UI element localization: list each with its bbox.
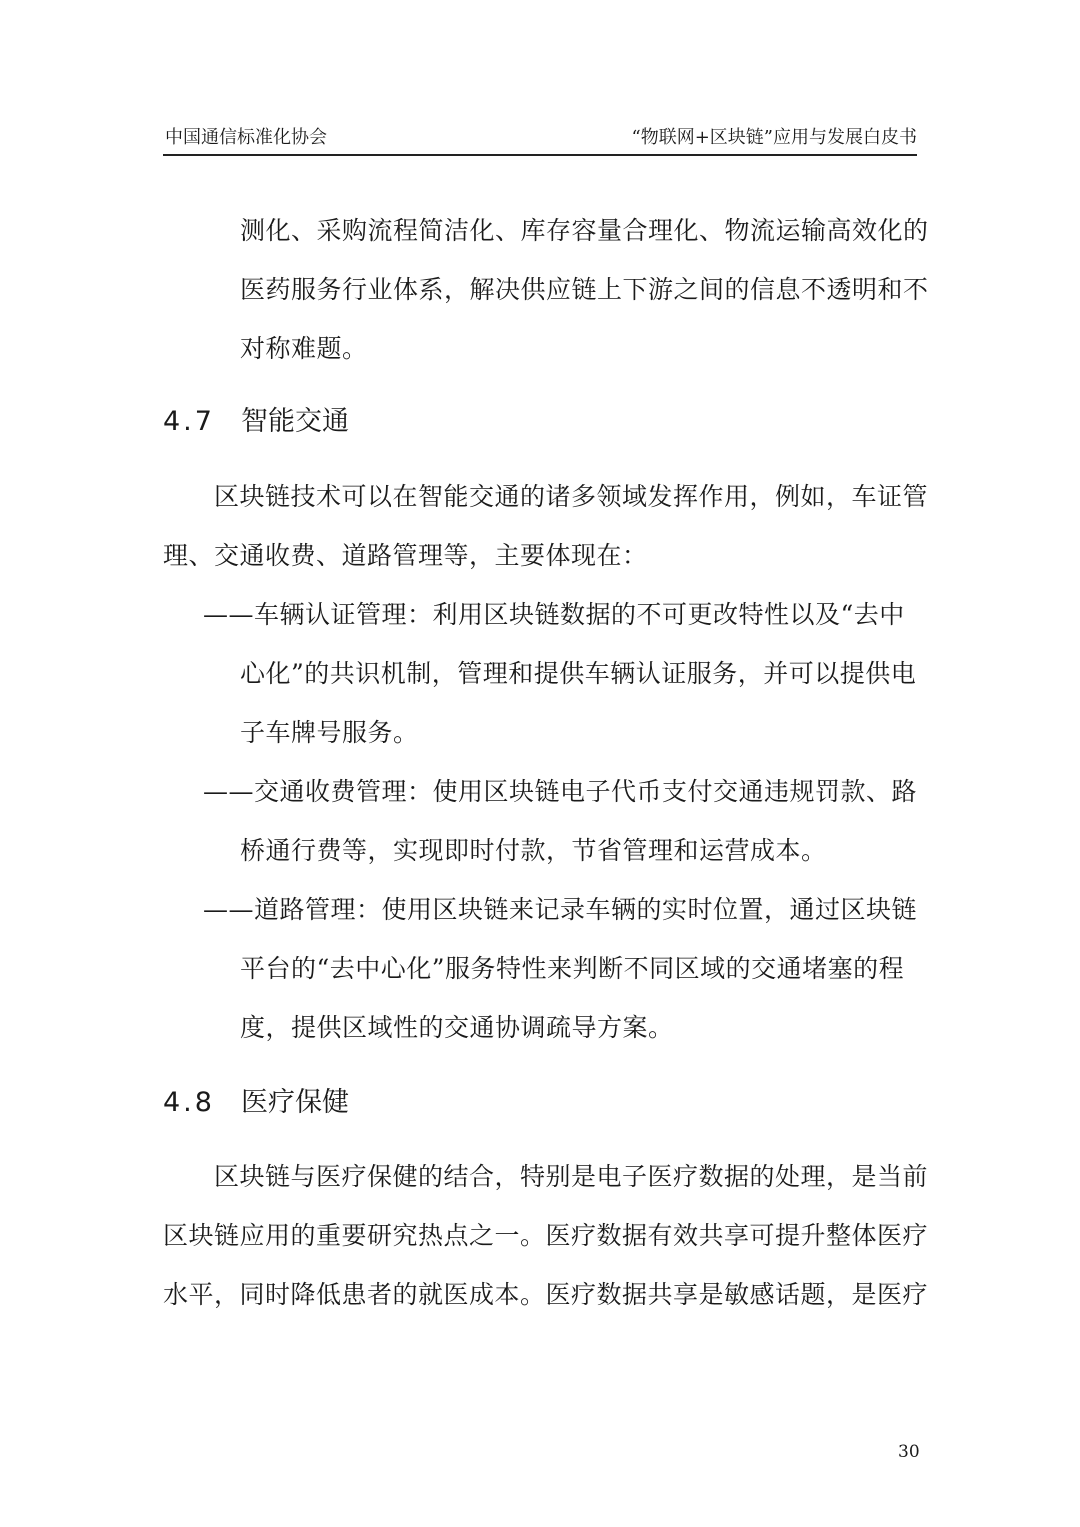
section-heading (163, 404, 349, 440)
text-line: 区块链应用的重要研究热点之一。医疗数据有效共享可提升整体医疗 (163, 1221, 929, 1250)
text-line: 测化、采购流程简洁化、库存容量合理化、物流运输高效化的 (240, 216, 929, 245)
section-title: 医疗保健 (241, 1087, 349, 1118)
list-item-line: 子车牌号服务。 (240, 718, 419, 747)
text-line: 区块链技术可以在智能交通的诸多领域发挥作用，例如，车证管 (214, 482, 929, 511)
list-item-line: 桥通行费等，实现即时付款，节省管理和运营成本。 (240, 836, 827, 865)
page-number: 30 (898, 1442, 920, 1462)
header-org: 中国通信标准化协会 (165, 127, 327, 148)
text-line: 对称难题。 (240, 334, 368, 363)
list-item-line: ——道路管理：使用区块链来记录车辆的实时位置，通过区块链 (203, 895, 918, 924)
list-item-line: 心化”的共识机制，管理和提供车辆认证服务，并可以提供电 (240, 659, 917, 688)
list-item-line: 度，提供区域性的交通协调疏导方案。 (240, 1013, 674, 1042)
page-header (163, 122, 917, 156)
section-number: 4.7 (163, 406, 215, 437)
text-line: 医药服务行业体系，解决供应链上下游之间的信息不透明和不 (240, 275, 929, 304)
text-line: 区块链与医疗保健的结合，特别是电子医疗数据的处理，是当前 (214, 1162, 929, 1191)
list-item-line: ——车辆认证管理：利用区块链数据的不可更改特性以及“去中 (203, 600, 905, 629)
text-line: 理、交通收费、道路管理等，主要体现在： (163, 541, 648, 570)
section-number: 4.8 (163, 1087, 215, 1118)
section-title: 智能交通 (241, 406, 349, 437)
section-heading (163, 1085, 349, 1121)
text-line: 水平，同时降低患者的就医成本。医疗数据共享是敏感话题，是医疗 (163, 1280, 929, 1309)
header-doc-title: “物联网+区块链”应用与发展白皮书 (631, 127, 917, 148)
list-item-line: ——交通收费管理：使用区块链电子代币支付交通违规罚款、路 (203, 777, 918, 806)
list-item-line: 平台的“去中心化”服务特性来判断不同区域的交通堵塞的程 (240, 954, 905, 983)
